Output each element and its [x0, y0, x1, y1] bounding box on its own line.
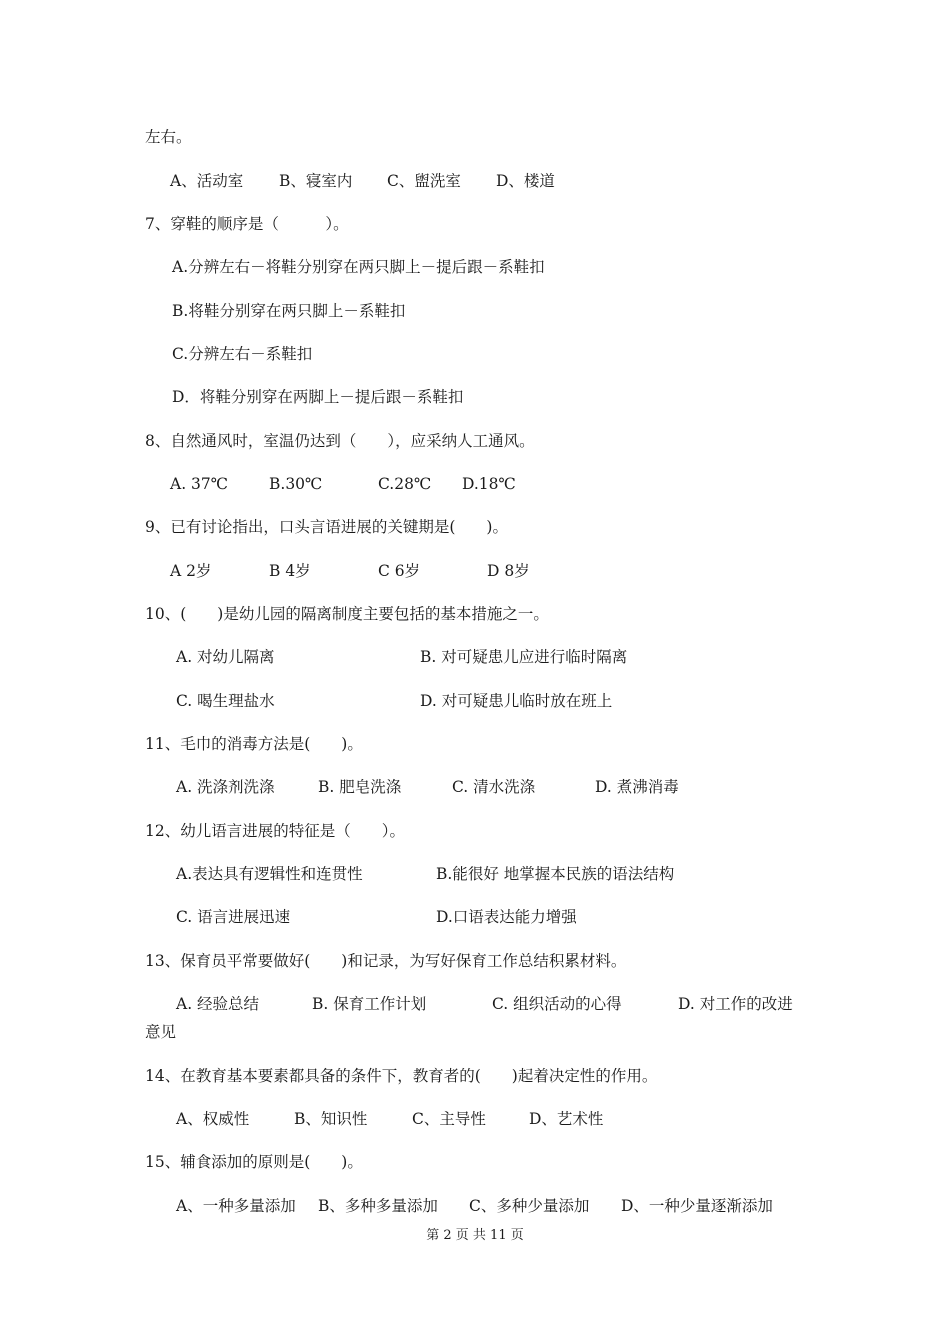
q11-option-b: B. 肥皂洗涤	[318, 778, 402, 796]
continuation-text: 左右。	[145, 128, 192, 146]
q12-option-a: A.表达具有逻辑性和连贯性	[176, 865, 363, 883]
q14-option-b: B、知识性	[294, 1110, 368, 1128]
q10-option-b: B. 对可疑患儿应进行临时隔离	[420, 648, 628, 666]
q15-option-c: C、多种少量添加	[469, 1197, 590, 1215]
q10-option-a: A. 对幼儿隔离	[176, 648, 275, 666]
q11-option-a: A. 洗涤剂洗涤	[176, 778, 275, 796]
q13-option-a: A. 经验总结	[176, 995, 260, 1013]
q13-option-b: B. 保育工作计划	[312, 995, 427, 1013]
question-12: 12、幼儿语言进展的特征是（ ）。	[145, 822, 405, 840]
q7-option-b: B.将鞋分别穿在两只脚上－系鞋扣	[172, 302, 406, 320]
q10-option-d: D. 对可疑患儿临时放在班上	[420, 692, 613, 710]
question-8: 8、自然通风时，室温仍达到（ ），应采纳人工通风。	[145, 432, 535, 450]
q9-option-a: A 2岁	[170, 562, 212, 580]
q6-option-b: B、寝室内	[279, 172, 353, 190]
question-9: 9、已有讨论指出，口头言语进展的关键期是( )。	[145, 518, 508, 536]
page-number-footer: 第 2 页 共 11 页	[426, 1228, 524, 1243]
q8-option-a: A. 37℃	[170, 475, 229, 493]
q15-option-b: B、多种多量添加	[318, 1197, 438, 1215]
q8-option-c: C.28℃	[378, 475, 432, 493]
question-14: 14、在教育基本要素都具备的条件下，教育者的( )起着决定性的作用。	[145, 1067, 658, 1085]
q6-option-d: D、楼道	[496, 172, 555, 190]
question-15: 15、辅食添加的原则是( )。	[145, 1153, 363, 1171]
q8-option-d: D.18℃	[462, 475, 516, 493]
q13-option-d: D. 对工作的改进	[678, 995, 793, 1013]
q7-option-a: A.分辨左右－将鞋分别穿在两只脚上－提后跟－系鞋扣	[172, 258, 545, 276]
q8-option-b: B.30℃	[269, 475, 323, 493]
question-10: 10、( )是幼儿园的隔离制度主要包括的基本措施之一。	[145, 605, 549, 623]
q7-option-d: D．将鞋分别穿在两脚上－提后跟－系鞋扣	[172, 388, 464, 406]
q11-option-c: C. 清水洗涤	[452, 778, 536, 796]
question-11: 11、毛巾的消毒方法是( )。	[145, 735, 363, 753]
q9-option-d: D 8岁	[487, 562, 530, 580]
q11-option-d: D. 煮沸消毒	[595, 778, 679, 796]
q12-option-d: D.口语表达能力增强	[436, 908, 577, 926]
q15-option-d: D、一种少量逐渐添加	[621, 1197, 773, 1215]
q6-option-a: A、活动室	[170, 172, 244, 190]
q10-option-c: C. 喝生理盐水	[176, 692, 275, 710]
q12-option-b: B.能很好 地掌握本民族的语法结构	[436, 865, 675, 883]
q14-option-c: C、主导性	[412, 1110, 486, 1128]
question-13: 13、保育员平常要做好( )和记录，为写好保育工作总结积累材料。	[145, 952, 627, 970]
q6-option-c: C、盥洗室	[387, 172, 461, 190]
q13-option-c: C. 组织活动的心得	[492, 995, 622, 1013]
question-7: 7、穿鞋的顺序是（ ）。	[145, 215, 349, 233]
q14-option-a: A、权威性	[176, 1110, 250, 1128]
q9-option-c: C 6岁	[378, 562, 421, 580]
q13-option-d-continuation: 意见	[145, 1023, 177, 1041]
q14-option-d: D、艺术性	[529, 1110, 604, 1128]
q15-option-a: A、一种多量添加	[176, 1197, 296, 1215]
q12-option-c: C. 语言进展迅速	[176, 908, 291, 926]
q7-option-c: C.分辨左右－系鞋扣	[172, 345, 313, 363]
q9-option-b: B 4岁	[269, 562, 311, 580]
